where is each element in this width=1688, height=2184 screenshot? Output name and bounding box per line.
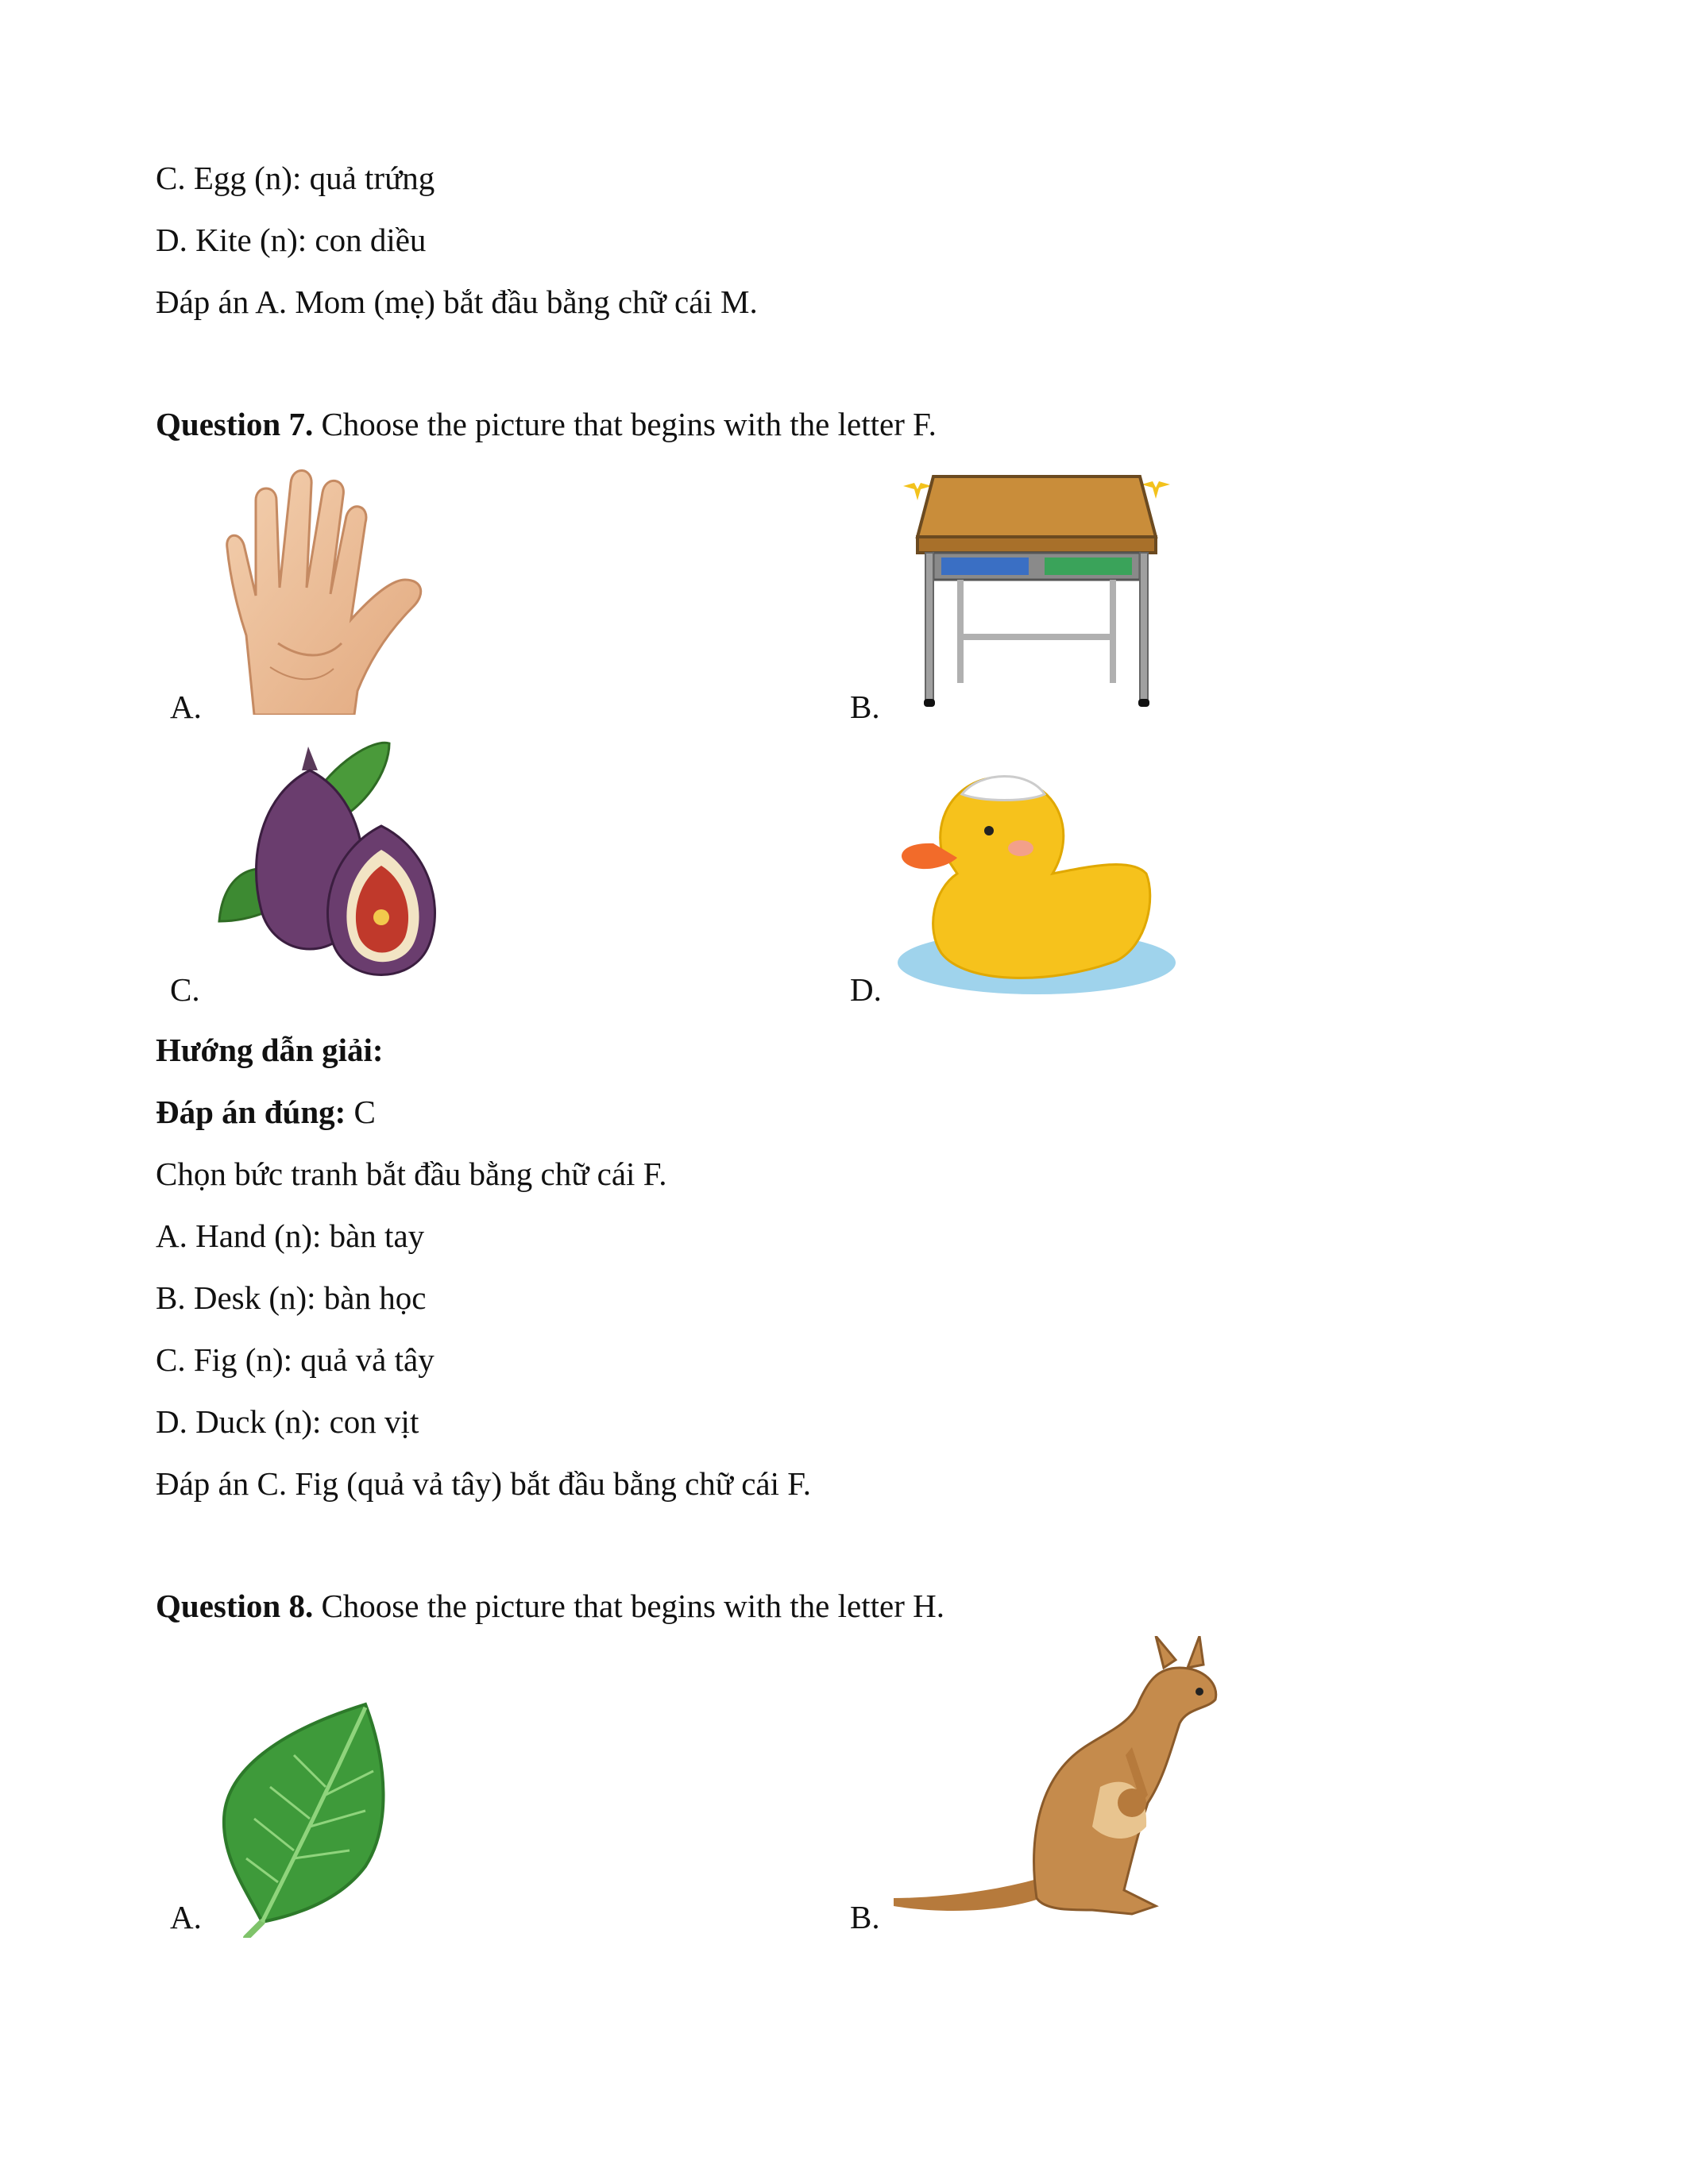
question-8-text: Choose the picture that begins with the letter H.: [313, 1588, 944, 1624]
explanation-b: B. Desk (n): bàn học: [156, 1279, 427, 1316]
q7-option-c-label: C.: [170, 971, 200, 1008]
q7-option-b-label: B.: [850, 689, 880, 725]
q8-option-b-label: B.: [850, 1899, 880, 1935]
guide-heading: Hướng dẫn giải:: [156, 1032, 384, 1068]
q7-option-d-label: D.: [850, 971, 882, 1008]
fig-icon: [214, 739, 453, 1001]
correct-answer: [156, 1091, 376, 1133]
explanation-d: D. Duck (n): con vịt: [156, 1403, 419, 1440]
desk-icon: [894, 461, 1180, 715]
question-8: [156, 1585, 944, 1626]
question-7: [156, 403, 937, 445]
correct-answer-value: C: [346, 1094, 376, 1130]
prev-option-d: D. Kite (n): con diều: [156, 222, 427, 258]
explanation-a: A. Hand (n): bàn tay: [156, 1217, 425, 1254]
leaf-icon: [214, 1700, 405, 1938]
question-7-text: Choose the picture that begins with the letter F.: [313, 406, 937, 442]
question-8-label: Question 8.: [156, 1588, 314, 1624]
duck-icon: [894, 754, 1180, 1001]
question-7-label: Question 7.: [156, 406, 314, 442]
hand-icon: [214, 461, 437, 715]
q8-option-a-label: A.: [170, 1899, 202, 1935]
correct-answer-label: Đáp án đúng:: [156, 1094, 346, 1130]
kangaroo-icon: [894, 1636, 1227, 1938]
prev-option-c: C. Egg (n): quả trứng: [156, 160, 435, 196]
explanation-c: C. Fig (n): quả vả tây: [156, 1341, 435, 1378]
q7-option-a-label: A.: [170, 689, 202, 725]
q7-answer: Đáp án C. Fig (quả vả tây) bắt đầu bằng chữ cái F.: [156, 1465, 812, 1502]
instruction: Chọn bức tranh bắt đầu bằng chữ cái F.: [156, 1156, 667, 1192]
prev-answer: Đáp án A. Mom (mẹ) bắt đầu bằng chữ cái M.: [156, 284, 758, 320]
